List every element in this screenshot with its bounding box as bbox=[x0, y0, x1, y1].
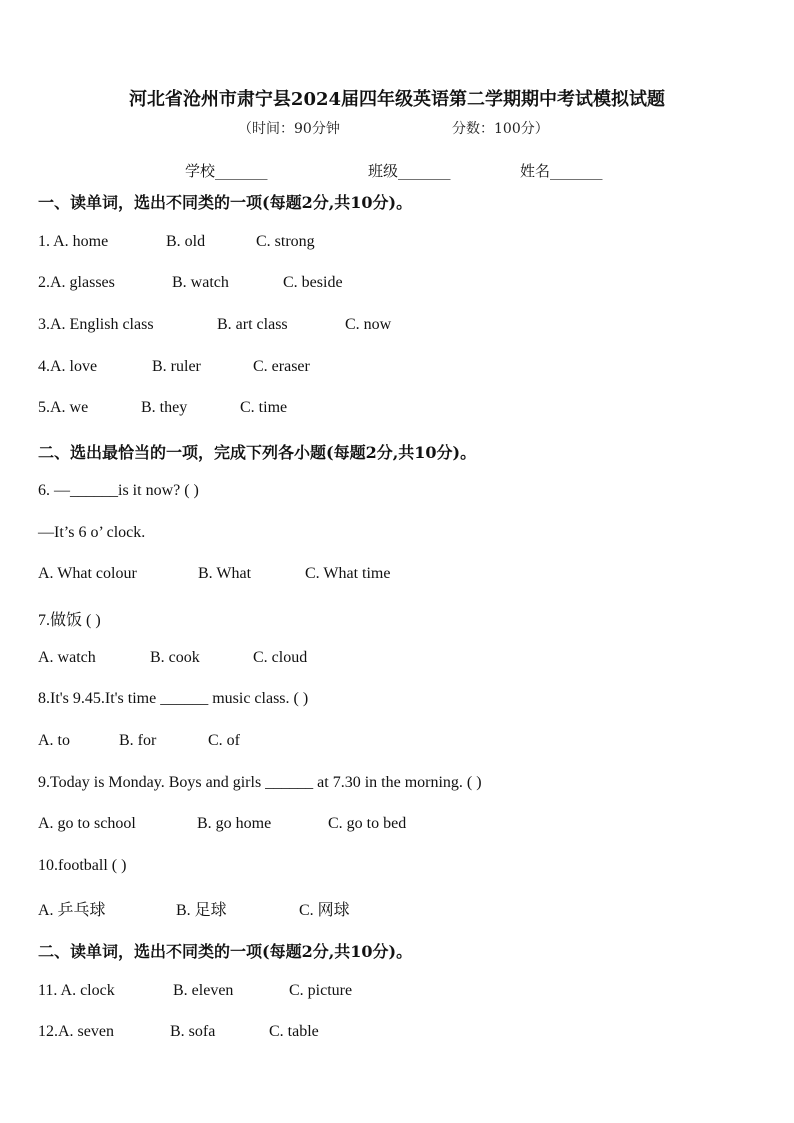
question-5 bbox=[38, 399, 287, 417]
q4-option-b: B. ruler bbox=[152, 358, 201, 375]
q8-option-b: B. for bbox=[119, 732, 157, 749]
q12-option-c: C. table bbox=[269, 1023, 319, 1040]
q11-option-b: B. eleven bbox=[173, 982, 234, 999]
q4-option-a: 4.A. love bbox=[38, 358, 98, 375]
q2-option-a: 2.A. glasses bbox=[38, 274, 115, 291]
q6-option-c: C. What time bbox=[305, 565, 391, 582]
q3-option-a: 3.A. English class bbox=[38, 316, 154, 333]
question-8-stem: 8.It's 9.45.It's time ______ music class. ( ) bbox=[38, 690, 309, 707]
question-6-dialogue: —It’s 6 o’ clock. bbox=[38, 524, 146, 541]
q11-option-a: 11. A. clock bbox=[38, 982, 115, 999]
school-field: 学校_______ bbox=[185, 162, 268, 180]
q1-option-c: C. strong bbox=[256, 233, 315, 250]
class-field: 班级_______ bbox=[368, 162, 451, 180]
question-6-options bbox=[38, 565, 390, 583]
q2-option-c: C. beside bbox=[283, 274, 343, 291]
q3-option-c: C. now bbox=[345, 316, 392, 333]
q9-option-b: B. go home bbox=[197, 815, 272, 832]
question-12 bbox=[38, 1023, 319, 1041]
question-1 bbox=[38, 233, 315, 251]
question-7-options bbox=[38, 649, 307, 667]
question-10-options bbox=[38, 897, 350, 920]
q8-option-c: C. of bbox=[208, 732, 240, 749]
q1-option-a: 1. A. home bbox=[38, 233, 109, 250]
q9-option-c: C. go to bed bbox=[328, 815, 407, 832]
question-3 bbox=[38, 316, 391, 334]
q4-option-c: C. eraser bbox=[253, 358, 310, 375]
q6-option-b: B. What bbox=[198, 565, 252, 582]
q12-option-a: 12.A. seven bbox=[38, 1023, 114, 1040]
question-10-stem: 10.football ( ) bbox=[38, 857, 127, 874]
q7-option-a: A. watch bbox=[38, 649, 96, 666]
q2-option-b: B. watch bbox=[172, 274, 229, 291]
section-3-heading: 二、读单词，选出不同类的一项(每题2分,共10分)。 bbox=[38, 942, 413, 961]
q5-option-a: 5.A. we bbox=[38, 399, 89, 416]
q7-option-b: B. cook bbox=[150, 649, 200, 666]
q10-option-a: A. 乒乓球 bbox=[38, 902, 106, 919]
question-6-stem: 6. —______is it now? ( ) bbox=[38, 482, 199, 499]
q1-option-b: B. old bbox=[166, 233, 206, 250]
section-1-heading: 一、读单词，选出不同类的一项(每题2分,共10分)。 bbox=[38, 193, 413, 212]
question-11 bbox=[38, 982, 352, 1000]
question-4 bbox=[38, 358, 310, 376]
exam-time: （时间：90分钟 bbox=[238, 121, 340, 137]
q7-option-c: C. cloud bbox=[253, 649, 308, 666]
q5-option-c: C. time bbox=[240, 399, 288, 416]
page-title: 河北省沧州市肃宁县2024届四年级英语第二学期期中考试模拟试题 bbox=[128, 89, 666, 110]
q10-option-c: C. 网球 bbox=[299, 902, 350, 919]
q12-option-b: B. sofa bbox=[170, 1023, 216, 1040]
question-9-stem: 9.Today is Monday. Boys and girls ______ at 7.30 in the morning. ( ) bbox=[38, 774, 482, 791]
q11-option-c: C. picture bbox=[289, 982, 353, 999]
q5-option-b: B. they bbox=[141, 399, 188, 416]
question-7-stem: 7.做饭 ( ) bbox=[38, 612, 101, 629]
q9-option-a: A. go to school bbox=[38, 815, 136, 832]
exam-score: 分数：100分） bbox=[452, 121, 549, 137]
question-9-options bbox=[38, 815, 406, 833]
q8-option-a: A. to bbox=[38, 732, 70, 749]
q6-option-a: A. What colour bbox=[38, 565, 137, 582]
q10-option-b: B. 足球 bbox=[176, 902, 227, 919]
section-2-heading: 二、选出最恰当的一项，完成下列各小题(每题2分,共10分)。 bbox=[38, 443, 477, 462]
question-8-options bbox=[38, 732, 240, 750]
name-field: 姓名_______ bbox=[520, 162, 603, 180]
question-2 bbox=[38, 274, 343, 292]
q3-option-b: B. art class bbox=[217, 316, 288, 333]
